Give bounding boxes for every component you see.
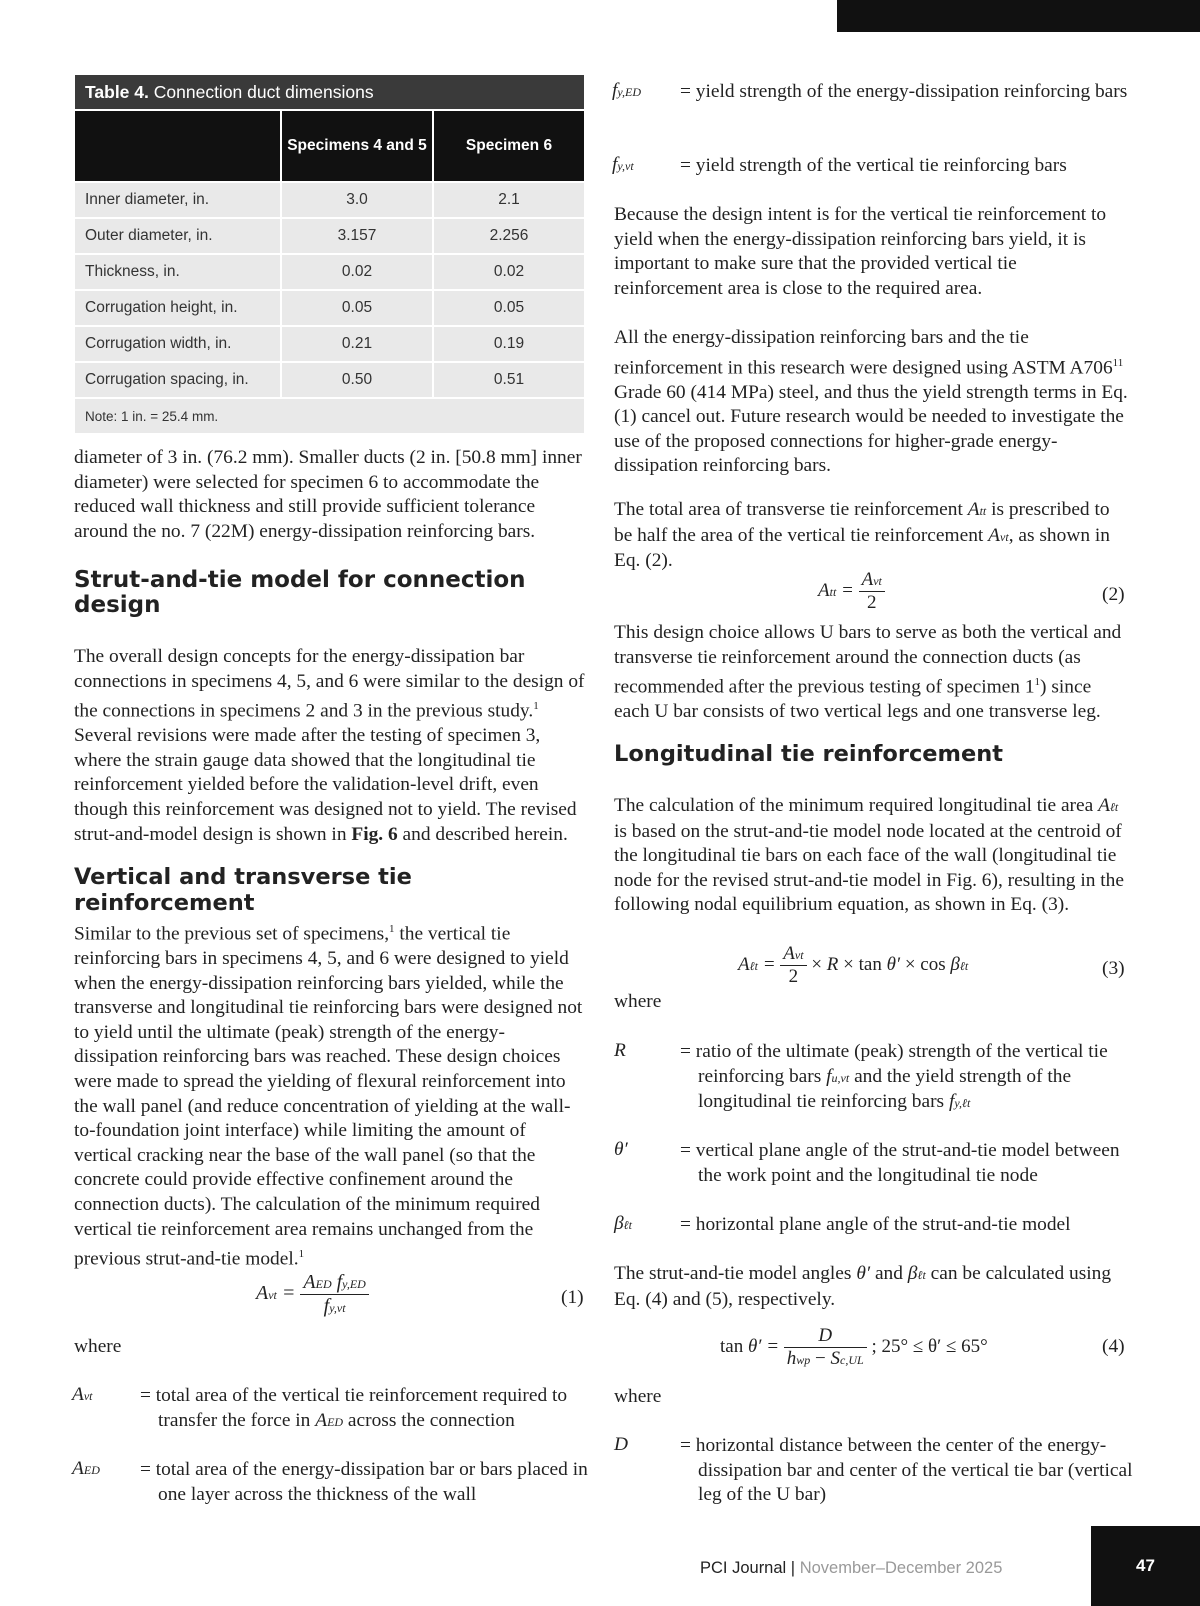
table-row: Thickness, in. 0.02 0.02 (74, 254, 585, 290)
definition: = total area of the energy-dissipation bar or bars placed in one layer across the thickness of the wall (140, 1459, 588, 1505)
table-caption: Table 4. Connection duct dimensions (74, 74, 585, 110)
footer: PCI Journal | November–December 2025 (700, 1559, 1003, 1577)
col-header: Specimen 6 (433, 110, 585, 182)
where-label: where (614, 991, 662, 1012)
symbol-avt: Avt (72, 1384, 93, 1405)
definition: = total area of the vertical tie reinforcement required to transfer the force in AED across the connection (140, 1385, 568, 1431)
col-header: Specimens 4 and 5 (281, 110, 433, 182)
issue-date: November–December 2025 (799, 1559, 1003, 1577)
paragraph: The overall design concepts for the energy-dissipation bar connections in specimens 4, 5, and 6 were similar to the design of the connections in specimens 2 and 3 in the previous study.$^1$ Several revisions were made after the testing of specimen 3, where the strain gauge data showed that the longitudinal tie reinforcement yielded before the validation-level drift, even though this reinforcement was designed not to yield. The revised strut-and-model design is shown in Fig. 6 and described herein. (74, 646, 585, 845)
table-row: Corrugation spacing, in. 0.50 0.51 (74, 362, 585, 398)
where-label: where (74, 1336, 122, 1357)
section-heading: Vertical and transverse tie reinforcement (74, 864, 412, 916)
symbol-beta: βℓt (614, 1213, 633, 1234)
definition: = horizontal distance between the center of the energy-dissipation bar and center of the vertical tie bar (vertical leg of the U bar) (680, 1435, 1133, 1506)
symbol-aed: AED (72, 1458, 100, 1479)
paragraph: All the energy-dissipation reinforcing bars and the tie reinforcement in this research were designed using ASTM $A706^{11}$ Grade 60 (414 MPa) steel, and thus the yield strength terms in Eq. (1) cancel out. Future research would be needed to investigate the use of the proposed connections for higher-grade energy-dissipation reinforcing bars. (614, 327, 1128, 477)
equation-1: Avt = $\frac{\text{AED fy,ED}}{fy,vt}$ (256, 1271, 369, 1318)
definition: = yield strength of the vertical tie reinforcing bars (680, 155, 1067, 176)
paragraph: Similar to the previous set of specimens,$^1$ the vertical tie reinforcing bars in specimens 4, 5, and 6 were designed to yield when the energy-dissipation reinforcing bars yielded, while the transverse and longitudinal tie reinforcing bars were designed not to yield until the ultimate (peak) strength of the energy-dissipation reinforcing bars was reached. These design choices were made to spread the yielding of flexural reinforcement into the wall panel (and reduce concentration of yielding at the wall-to-foundation joint interface) while limiting the amount of vertical cracking near the base of the wall panel (so that the concrete could provide effective confinement around the connection ducts). The calculation of the minimum required vertical tie reinforcement area remains unchanged from the previous strut-and-tie model.$^1$ (74, 923, 583, 1270)
paragraph: Because the design intent is for the vertical tie reinforcement to yield when the energy-dissipation reinforcing bars yield, it is important to make sure that the provided vertical tie reinforcement area is close to the required area. (614, 204, 1107, 299)
header-bar (837, 0, 1200, 32)
equation-3: Aℓt = $\frac{\text{Avt}}{2}$ × R × tan θ′ × cos βℓt (738, 943, 969, 987)
symbol-fyed: fy,ED (612, 80, 642, 101)
where-label: where (614, 1386, 662, 1407)
equation-number: (4) (1102, 1336, 1125, 1357)
paragraph: The strut-and-tie model angles θ′ and βℓt can be calculated using Eq. (4) and (5), respectively. (614, 1263, 1112, 1310)
definition: = horizontal plane angle of the strut-and-tie model (680, 1214, 1071, 1235)
equation-4: tan θ′ = $\frac{D}{\text{hwp − Sc,UL}}$ ; 25° ≤ θ′ ≤ 65° (720, 1325, 988, 1369)
equation-number: (3) (1102, 958, 1125, 979)
definition: = ratio of the ultimate (peak) strength of the vertical tie reinforcing bars fu,vt and the yield strength of the longitudinal tie reinforcing bars fy,ℓt (680, 1041, 1108, 1113)
section-heading: Strut-and-tie model for connection design (74, 567, 526, 618)
paragraph: This design choice allows U bars to serve as both the vertical and transverse tie reinforcement around the connection ducts (as recommended after the previous testing of specimen $1^1$) since each U bar consists of two vertical legs and one transverse leg. (614, 622, 1122, 723)
paragraph: The total area of transverse tie reinforcement Att is prescribed to be half the area of the vertical tie reinforcement Avt, as shown in Eq. (2). (614, 499, 1110, 572)
equation-number: (2) (1102, 584, 1125, 605)
definition: = yield strength of the energy-dissipation reinforcing bars (680, 81, 1128, 102)
section-heading: Longitudinal tie reinforcement (614, 741, 1004, 767)
page-number: 47 (1091, 1526, 1200, 1606)
table-4 (73, 73, 586, 435)
paragraph: diameter of 3 in. (76.2 mm). Smaller ducts (2 in. [50.8 mm] inner diameter) were selected for specimen 6 to accommodate the reduced wall thickness and still provide sufficient tolerance around the no. 7 (22M) energy-dissipation reinforcing bars. (74, 447, 582, 542)
equation-2: Att = $\frac{\text{Avt}}{2}$ (818, 569, 885, 614)
symbol-fyvt: fy,vt (612, 154, 634, 175)
table-row: Corrugation height, in. 0.05 0.05 (74, 290, 585, 326)
definition: = vertical plane angle of the strut-and-tie model between the work point and the longitudinal tie node (680, 1140, 1120, 1186)
table-row: Outer diameter, in. 3.157 2.256 (74, 218, 585, 254)
symbol-d: D (614, 1434, 629, 1455)
symbol-r: R (614, 1040, 626, 1061)
journal-name: PCI Journal (700, 1559, 787, 1577)
symbol-theta: θ′ (614, 1139, 628, 1160)
table-row: Corrugation width, in. 0.21 0.19 (74, 326, 585, 362)
table-row: Inner diameter, in. 3.0 2.1 (74, 182, 585, 218)
paragraph: The calculation of the minimum required longitudinal tie area Aℓt is based on the strut-and-tie model node located at the centroid of the longitudinal tie bars on each face of the wall (longitudinal tie node for the revised strut-and-tie model in Fig. 6), resulting in the following nodal equilibrium equation, as shown in Eq. (3). (614, 795, 1124, 916)
table-note: Note: 1 in. = 25.4 mm. (74, 398, 585, 434)
equation-number: (1) (561, 1287, 584, 1308)
